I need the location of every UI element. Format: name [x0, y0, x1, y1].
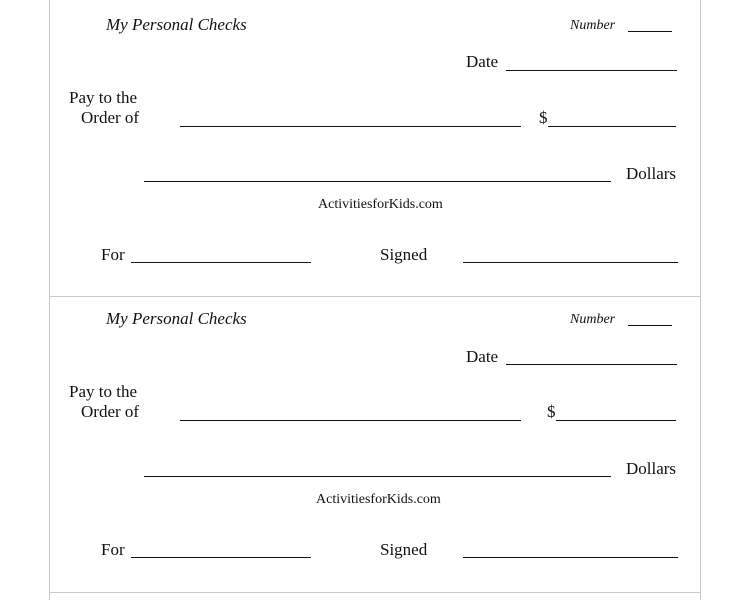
- number-label: Number: [570, 312, 616, 327]
- number-label: Number: [570, 18, 616, 33]
- dollar-sign: $: [547, 402, 556, 421]
- brand-text: ActivitiesforKids.com: [316, 492, 441, 507]
- sheet-right-border: [700, 0, 701, 600]
- date-line[interactable]: [506, 364, 677, 365]
- check-title: My Personal Checks: [106, 15, 247, 34]
- check-1: [50, 0, 700, 294]
- sheet-bottom-border: [49, 592, 701, 593]
- dollar-sign: $: [539, 108, 548, 127]
- memo-line[interactable]: [131, 557, 311, 558]
- date-label: Date: [466, 347, 499, 366]
- number-line[interactable]: [628, 31, 672, 32]
- signature-line[interactable]: [463, 557, 678, 558]
- dollars-label: Dollars: [626, 164, 677, 183]
- amount-line[interactable]: [556, 420, 676, 421]
- date-label: Date: [466, 52, 499, 71]
- amount-words-line[interactable]: [144, 476, 611, 477]
- memo-line[interactable]: [131, 262, 311, 263]
- pay-to-label-line2: Order of: [81, 108, 140, 127]
- pay-to-label-line1: Pay to the: [69, 88, 137, 107]
- amount-words-line[interactable]: [144, 181, 611, 182]
- payee-line[interactable]: [180, 126, 521, 127]
- signed-label: Signed: [380, 540, 428, 559]
- brand-text: ActivitiesforKids.com: [318, 197, 443, 212]
- pay-to-label-line1: Pay to the: [69, 382, 137, 401]
- amount-line[interactable]: [548, 126, 676, 127]
- check-divider: [49, 296, 701, 297]
- dollars-label: Dollars: [626, 459, 677, 478]
- check-title: My Personal Checks: [106, 309, 247, 328]
- for-label: For: [101, 245, 125, 264]
- for-label: For: [101, 540, 125, 559]
- date-line[interactable]: [506, 70, 677, 71]
- payee-line[interactable]: [180, 420, 521, 421]
- check-2: [50, 298, 700, 592]
- pay-to-label-line2: Order of: [81, 402, 140, 421]
- signature-line[interactable]: [463, 262, 678, 263]
- number-line[interactable]: [628, 325, 672, 326]
- signed-label: Signed: [380, 245, 428, 264]
